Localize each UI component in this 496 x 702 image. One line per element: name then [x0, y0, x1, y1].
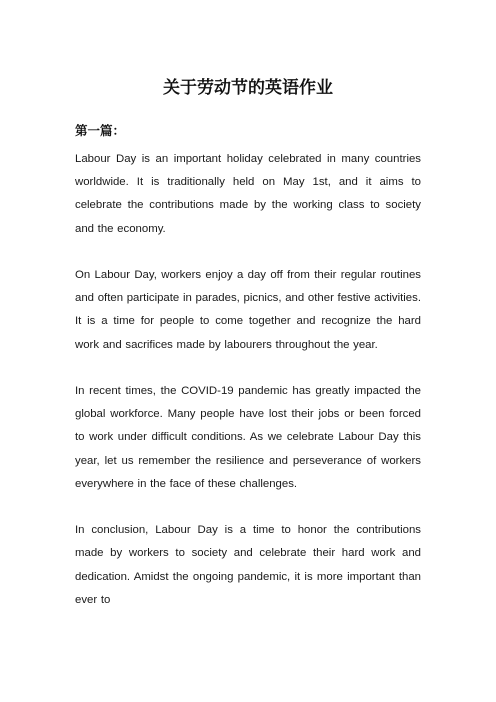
paragraph-3: In recent times, the COVID-19 pandemic has greatly impacted the global workforce. Many people have lost their jobs or been forced to work under difficult conditions. As we celebrate Labour Day this year, let us remember the resilience and perseverance of workers everywhere in the face of these challenges.	[75, 385, 421, 490]
document-body	[75, 148, 421, 635]
paragraph-2: On Labour Day, workers enjoy a day off from their regular routines and often participate in parades, picnics, and other festive activities. It is a time for people to come together and recognize the hard work and sacrifices made by labourers throughout the year.	[75, 269, 421, 351]
paragraph-1: Labour Day is an important holiday celebrated in many countries worldwide. It is traditionally held on May 1st, and it aims to celebrate the contributions made by the working class to society and the economy.	[75, 153, 421, 235]
section-heading: 第一篇：	[75, 123, 126, 138]
document-title: 关于劳动节的英语作业	[163, 78, 333, 98]
paragraph-4: In conclusion, Labour Day is a time to honor the contributions made by workers to society and celebrate their hard work and dedication. Amidst the ongoing pandemic, it is more important than ever to	[75, 524, 421, 606]
